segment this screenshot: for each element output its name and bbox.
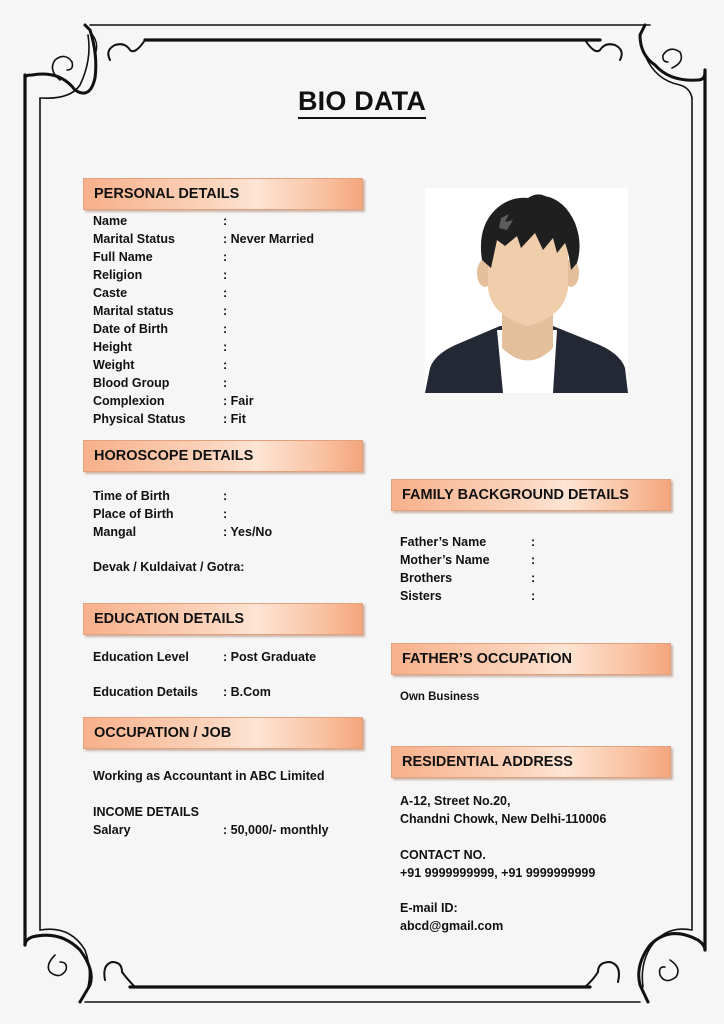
fathers-occupation-header: FATHER’S OCCUPATION (391, 643, 671, 675)
row-value: : Never Married (223, 232, 315, 246)
row-value: : Fit (223, 412, 246, 426)
row-label: Weight (93, 358, 135, 372)
income-details-heading: INCOME DETAILS (93, 805, 200, 819)
gotra-line: Devak / Kuldaivat / Gotra: (93, 560, 245, 574)
contact-number: +91 9999999999, +91 9999999999 (400, 866, 596, 880)
row-label: Blood Group (93, 376, 170, 390)
row-label: Complexion (93, 394, 165, 408)
row-label: Date of Birth (93, 322, 168, 336)
row-label: Mother’s Name (400, 553, 490, 567)
fathers-occupation-value: Own Business (400, 691, 480, 703)
row-label: Education Details (93, 685, 198, 699)
row-value: : (223, 507, 228, 521)
horoscope-details-header: HOROSCOPE DETAILS (83, 440, 363, 472)
row-label: Brothers (400, 571, 453, 585)
row-value: : (223, 489, 228, 503)
row-value: : Yes/No (223, 525, 273, 539)
family-background-header: FAMILY BACKGROUND DETAILS (391, 479, 671, 511)
row-value: : (223, 214, 228, 228)
row-label: Height (93, 340, 132, 354)
occupation-header: OCCUPATION / JOB (83, 717, 363, 749)
row-value: : (223, 268, 228, 282)
row-label: Physical Status (93, 412, 186, 426)
row-value: : (223, 286, 228, 300)
page-title (0, 86, 724, 117)
row-value: : (223, 340, 228, 354)
row-value: : B.Com (223, 685, 271, 699)
email-heading: E-mail ID: (400, 901, 458, 915)
row-value: : (531, 535, 536, 549)
education-details-header: EDUCATION DETAILS (83, 603, 363, 635)
row-value: : (531, 571, 536, 585)
row-label: Name (93, 214, 128, 228)
contact-heading: CONTACT NO. (400, 848, 486, 862)
row-value: : (531, 553, 536, 567)
row-value: : (223, 376, 228, 390)
row-value: : (223, 358, 228, 372)
row-value: : (223, 322, 228, 336)
profile-photo (425, 188, 628, 393)
row-label: Marital status (93, 304, 174, 318)
row-label: Education Level (93, 650, 189, 664)
avatar-placeholder-icon (425, 188, 628, 393)
row-value: : (223, 250, 228, 264)
residential-address-header: RESIDENTIAL ADDRESS (391, 746, 671, 778)
row-label: Salary (93, 823, 131, 837)
corner-ornament-bottom-right (585, 929, 705, 1002)
row-label: Full Name (93, 250, 153, 264)
address-line-1: A-12, Street No.20, (400, 794, 511, 808)
row-label: Sisters (400, 589, 442, 603)
row-label: Father’s Name (400, 535, 487, 549)
row-value: : 50,000/- monthly (223, 823, 329, 837)
row-value: : Post Graduate (223, 650, 317, 664)
email-value: abcd@gmail.com (400, 919, 504, 933)
row-label: Marital Status (93, 232, 175, 246)
corner-ornament-bottom-left (25, 929, 135, 1002)
row-value: : (531, 589, 536, 603)
address-line-2: Chandni Chowk, New Delhi-110006 (400, 812, 607, 826)
row-label: Time of Birth (93, 489, 170, 503)
job-description: Working as Accountant in ABC Limited (93, 769, 325, 783)
row-label: Caste (93, 286, 128, 300)
row-label: Religion (93, 268, 143, 282)
row-value: : (223, 304, 228, 318)
row-label: Mangal (93, 525, 137, 539)
personal-details-header: PERSONAL DETAILS (83, 178, 363, 210)
row-value: : Fair (223, 394, 254, 408)
page-title-text: BIO DATA (298, 86, 426, 119)
row-label: Place of Birth (93, 507, 174, 521)
